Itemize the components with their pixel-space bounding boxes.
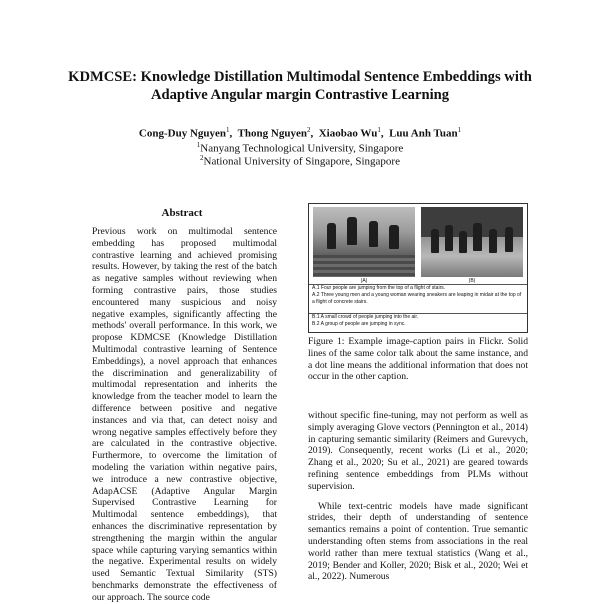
paper-title: KDMCSE: Knowledge Distillation Multimodal Sentence Embeddings with Adaptive Angular margin Contrastive Learning [68,69,532,103]
abstract-heading: Abstract [161,207,203,219]
author-list: Cong-Duy Nguyen$^1$, Thong Nguyen$^2$, Xiaobao Wu$^1$, Luu Anh Tuan$^1$ [138,126,462,140]
affiliation-number: 1 [196,141,201,149]
author-affiliation-mark: 1 [377,126,381,134]
caption-line: B.1 A small crowd of people jumping into the air. [312,314,419,320]
figure-caption: Figure 1: Example image-caption pairs in Flickr. Solid lines of the same color talk about the same instance, and a dot line means the additional information that does not occur in the other caption. [308,336,528,383]
abstract-text: Previous work on multimodal sentence embedding has proposed multimodal contrastive learning and achieved promising results. However, by taking the rest of the batch as negative samples without reviewing when forming contrastive pairs, those studies encountered many suspicious and noisy negative examples, significantly affecting the methods' overall performance. In this work, we propose KDMCSE (Knowledge Distillation Multimodal contrastive learning of Sentence Embeddings), a novel approach that enhances the discrimination and generalizability of multimodal representation and inherits the knowledge from the teacher model to learn the difference between positive and negative instances and via that, can detect noisy and wrong negative samples effectively before they are calculated in the contrastive objective. Furthermore, to overcome the limitation of modeling the variation within negative pairs, we introduce a new contrastive objective, AdapACSE (Adaptive Angular Margin Supervised Contrastive Learning for Multimodal sentence embeddings), that enhances the discriminative representation by strengthening the margin within the angular space while capturing varying semantics within the negative. Experimental results on widely used Semantic Textual Similarity (STS) benchmarks demonstrate the effectiveness of our approach. The source code [92,226,277,603]
author-affiliation-mark: 1 [457,126,462,134]
photo-crowd-jump [421,207,523,277]
caption-box-a [309,284,527,313]
figure-1 [308,203,528,333]
caption-line: A.2 Three young men and a young woman wearing sneakers are leaping in midair at the top of a flight of concrete stairs. [312,292,522,305]
author-affiliation-mark: 2 [306,126,311,134]
author-name: Thong Nguyen [237,127,307,140]
affiliation-name: Nanyang Technological University, Singapore [200,142,404,155]
affiliation [40,152,560,169]
caption-box-b [309,313,527,332]
caption-line: A.1 Four people are jumping from the top of a flight of stairs. [312,285,446,291]
affiliation-number: 2 [200,154,204,162]
figure-label-b: (B) [468,278,476,284]
author-name: Luu Anh Tuan [389,127,458,140]
body-text-right [308,410,528,591]
photo-stairs-jump [313,207,415,277]
paragraph: While text-centric models have made significant strides, their depth of understanding of sentence semantics remains a point of contention. True semantic understanding often stems from associations in the real world rather than mere textual statistics (Wang et al., 2019; Bender and Koller, 2020; Bisk et al., 2020; Wei et al., 2022). Numerous [308,500,528,583]
author-name: Cong-Duy Nguyen [138,127,227,140]
paragraph: without specific fine-tuning, may not perform as well as simply averaging Glove vectors (Pennington et al., 2014) in capturing semantic similarity (Reimers and Gurevych, 2019). Consequently, recent works (Li et al., 2020; Zhang et al., 2020; Su et al., 2021) are geared towards refining sentence embeddings from PLMs without supervision. [308,410,528,492]
author-name: Xiaobao Wu [318,127,378,140]
affiliation-name: National University of Singapore, Singapore [203,155,400,168]
figure-label-a: (A) [360,278,368,284]
author-affiliation-mark: 1 [226,126,230,134]
caption-line: B.2 A group of people are jumping in sync. [312,321,406,327]
